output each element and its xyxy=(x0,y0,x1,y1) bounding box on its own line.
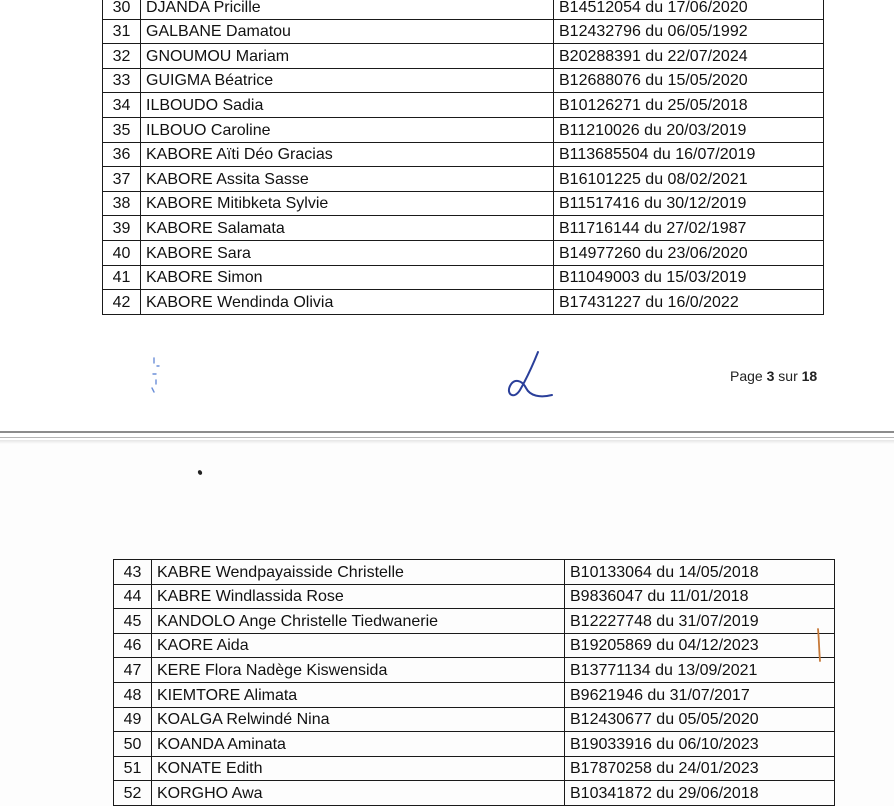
row-number: 47 xyxy=(114,658,152,683)
table-row xyxy=(103,93,824,118)
participant-name: KANDOLO Ange Christelle Tiedwanerie xyxy=(152,609,565,634)
reference-number: B13771134 du 13/09/2021 xyxy=(565,658,835,683)
table-row xyxy=(114,560,835,585)
table-row xyxy=(103,191,824,216)
table-row xyxy=(114,658,835,683)
participant-name: GALBANE Damatou xyxy=(141,19,554,44)
row-number: 34 xyxy=(103,93,141,118)
table-row xyxy=(103,240,824,265)
reference-number: B11049003 du 15/03/2019 xyxy=(554,265,824,290)
participants-table-page-4 xyxy=(113,559,835,806)
reference-number: B12432796 du 06/05/1992 xyxy=(554,19,824,44)
table-row xyxy=(103,117,824,142)
reference-number: B9621946 du 31/07/2017 xyxy=(565,682,835,707)
page-separator xyxy=(0,431,894,433)
participant-name: GUIGMA Béatrice xyxy=(141,68,554,93)
row-number: 42 xyxy=(103,290,141,315)
participant-name: KABRE Windlassida Rose xyxy=(152,584,565,609)
reference-number: B113685504 du 16/07/2019 xyxy=(554,142,824,167)
reference-number: B14512054 du 17/06/2020 xyxy=(554,0,824,19)
row-number: 48 xyxy=(114,682,152,707)
participant-name: KABRE Wendpayaisside Christelle xyxy=(152,560,565,585)
reference-number: B19205869 du 04/12/2023 xyxy=(565,633,835,658)
reference-number: B19033916 du 06/10/2023 xyxy=(565,732,835,757)
row-number: 41 xyxy=(103,265,141,290)
reference-number: B9836047 du 11/01/2018 xyxy=(565,584,835,609)
participant-name: KABORE Salamata xyxy=(141,216,554,241)
table-row xyxy=(114,707,835,732)
reference-number: B11716144 du 27/02/1987 xyxy=(554,216,824,241)
row-number: 49 xyxy=(114,707,152,732)
reference-number: B12227748 du 31/07/2019 xyxy=(565,609,835,634)
table-row xyxy=(114,682,835,707)
pen-mark xyxy=(813,627,825,672)
page-number-current: 3 xyxy=(766,368,775,384)
row-number: 39 xyxy=(103,216,141,241)
participant-name: KABORE Simon xyxy=(141,265,554,290)
row-number: 51 xyxy=(114,756,152,781)
row-number: 50 xyxy=(114,732,152,757)
reference-number: B17870258 du 24/01/2023 xyxy=(565,756,835,781)
reference-number: B12688076 du 15/05/2020 xyxy=(554,68,824,93)
participant-name: KERE Flora Nadège Kiswensida xyxy=(152,658,565,683)
signature-image xyxy=(500,348,560,408)
row-number: 45 xyxy=(114,609,152,634)
row-number: 38 xyxy=(103,191,141,216)
row-number: 40 xyxy=(103,240,141,265)
participant-name: KAORE Aida xyxy=(152,633,565,658)
participant-name: ILBOUO Caroline xyxy=(141,117,554,142)
reference-number: B16101225 du 08/02/2021 xyxy=(554,167,824,192)
table-row xyxy=(103,290,824,315)
reference-number: B17431227 du 16/0/2022 xyxy=(554,290,824,315)
table-row xyxy=(114,584,835,609)
participants-table-page-3 xyxy=(102,0,824,315)
participant-name: GNOUMOU Mariam xyxy=(141,44,554,69)
participant-name: ILBOUDO Sadia xyxy=(141,93,554,118)
reference-number: B10133064 du 14/05/2018 xyxy=(565,560,835,585)
reference-number: B12430677 du 05/05/2020 xyxy=(565,707,835,732)
row-number: 46 xyxy=(114,633,152,658)
table-row xyxy=(103,167,824,192)
table-row xyxy=(114,732,835,757)
row-number: 32 xyxy=(103,44,141,69)
table-row xyxy=(114,609,835,634)
stamp-mark xyxy=(148,356,168,401)
reference-number: B11517416 du 30/12/2019 xyxy=(554,191,824,216)
table-row xyxy=(103,265,824,290)
reference-number: B11210026 du 20/03/2019 xyxy=(554,117,824,142)
row-number: 36 xyxy=(103,142,141,167)
participant-name: KABORE Sara xyxy=(141,240,554,265)
row-number: 44 xyxy=(114,584,152,609)
participant-name: KABORE Assita Sasse xyxy=(141,167,554,192)
participant-name: KORGHO Awa xyxy=(152,781,565,806)
participant-name: KABORE Wendinda Olivia xyxy=(141,290,554,315)
reference-number: B10126271 du 25/05/2018 xyxy=(554,93,824,118)
participant-name: KABORE Aïti Déo Gracias xyxy=(141,142,554,167)
table-row xyxy=(103,0,824,19)
table-row xyxy=(114,756,835,781)
reference-number: B14977260 du 23/06/2020 xyxy=(554,240,824,265)
row-number: 43 xyxy=(114,560,152,585)
row-number: 37 xyxy=(103,167,141,192)
participant-name: KOALGA Relwindé Nina xyxy=(152,707,565,732)
participant-name: KOANDA Aminata xyxy=(152,732,565,757)
page-number-total: 18 xyxy=(801,368,818,384)
row-number: 52 xyxy=(114,781,152,806)
participant-name: DJANDA Pricille xyxy=(141,0,554,19)
table-body xyxy=(114,560,835,806)
page-number xyxy=(730,368,817,384)
participant-name: KABORE Mitibketa Sylvie xyxy=(141,191,554,216)
table-row xyxy=(114,633,835,658)
row-number: 35 xyxy=(103,117,141,142)
table-row xyxy=(103,142,824,167)
table-row xyxy=(114,781,835,806)
table-row xyxy=(103,68,824,93)
table-row xyxy=(103,44,824,69)
participant-name: KONATE Edith xyxy=(152,756,565,781)
row-number: 31 xyxy=(103,19,141,44)
row-number: 33 xyxy=(103,68,141,93)
page-top-shadow xyxy=(0,440,894,444)
table-row xyxy=(103,19,824,44)
row-number: 30 xyxy=(103,0,141,19)
page-number-separator: sur xyxy=(778,368,798,384)
page-separator-line xyxy=(0,437,894,438)
reference-number: B20288391 du 22/07/2024 xyxy=(554,44,824,69)
page-number-prefix: Page xyxy=(730,368,763,384)
table-body xyxy=(103,0,824,314)
table-row xyxy=(103,216,824,241)
participant-name: KIEMTORE Alimata xyxy=(152,682,565,707)
reference-number: B10341872 du 29/06/2018 xyxy=(565,781,835,806)
